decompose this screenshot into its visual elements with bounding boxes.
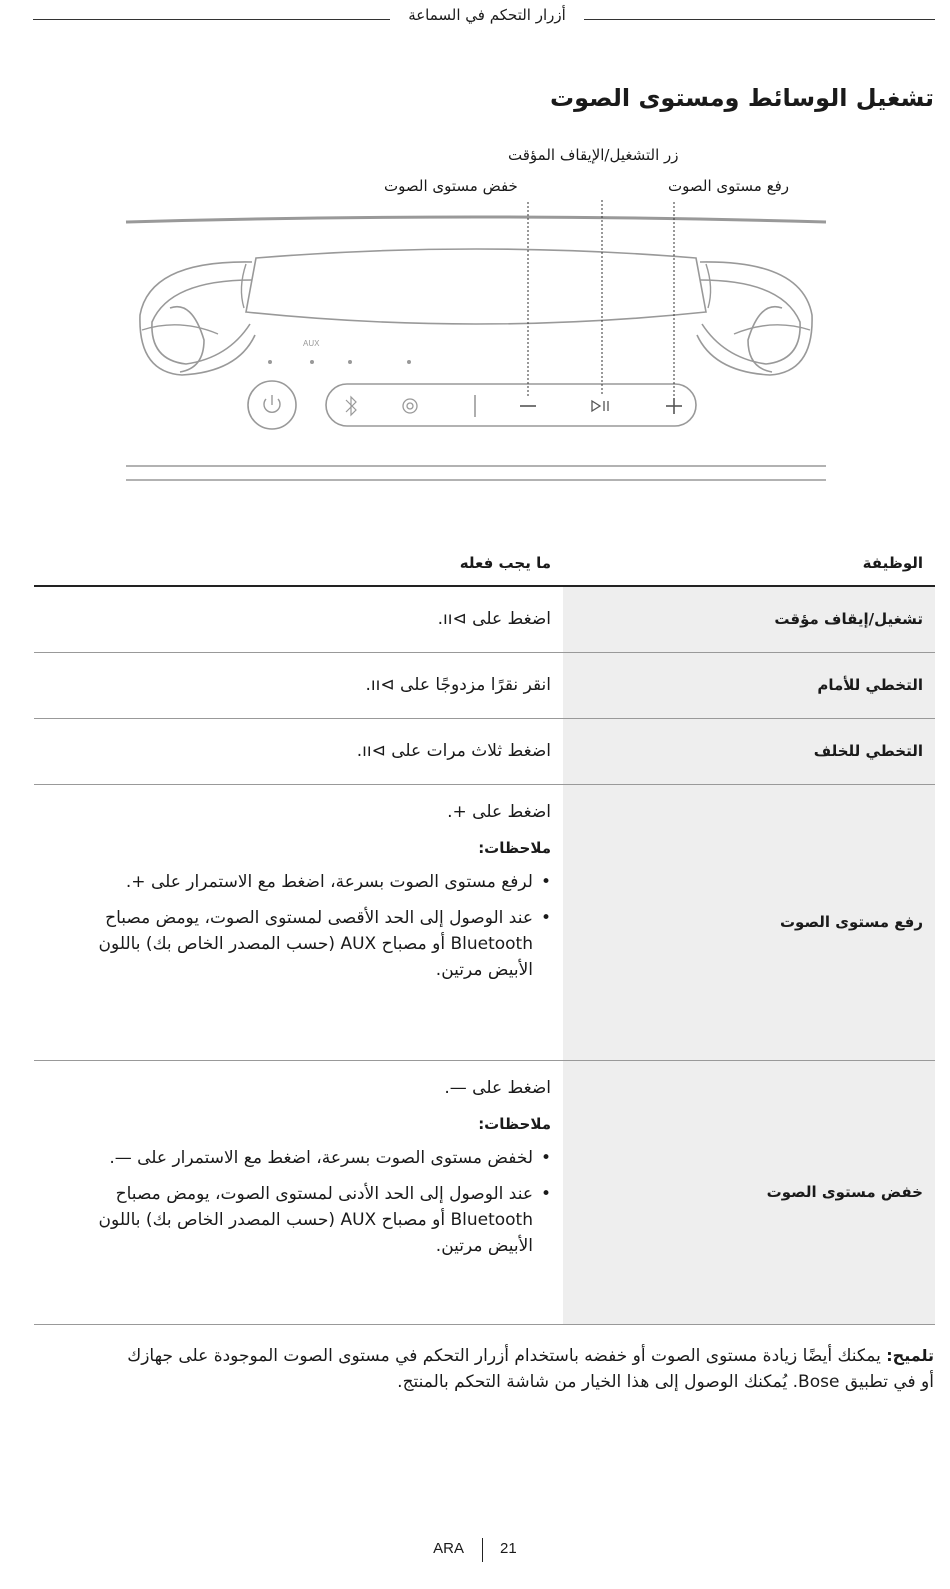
page-number: 21 <box>500 1540 517 1557</box>
notes-list <box>74 869 551 983</box>
function-cell: خفض مستوى الصوت <box>563 1060 935 1324</box>
table-row <box>34 652 935 718</box>
notes-list <box>74 1145 551 1259</box>
header-action: ما يجب فعله <box>34 541 563 586</box>
indicator-light-3 <box>348 360 352 364</box>
indicator-light-1 <box>268 360 272 364</box>
note-item: • لخفض مستوى الصوت بسرعة، اضغط مع الاستمرار على —. <box>74 1145 533 1171</box>
page-footer <box>0 1538 950 1568</box>
action-cell <box>34 784 563 1060</box>
header-rule-left <box>33 19 390 20</box>
controls-table <box>34 541 935 1325</box>
notes-label: ملاحظات: <box>478 1114 551 1133</box>
tip-paragraph <box>114 1343 934 1395</box>
speaker-illustration <box>120 200 832 490</box>
action-cell <box>34 586 563 652</box>
callout-play-pause: زر التشغيل/الإيقاف المؤقت <box>508 146 679 164</box>
table-row <box>34 718 935 784</box>
header-rule-right <box>584 19 935 20</box>
footer-language: ARA <box>433 1540 464 1557</box>
action-cell <box>34 652 563 718</box>
function-cell: التخطي للخلف <box>563 718 935 784</box>
action-text: انقر نقرًا مزدوجًا على ⊳ıı. <box>365 675 551 695</box>
indicator-light-4 <box>407 360 411 364</box>
table-row <box>34 784 935 1060</box>
notes-label: ملاحظات: <box>478 838 551 857</box>
callout-volume-down: خفض مستوى الصوت <box>384 177 518 195</box>
action-cell <box>34 1060 563 1324</box>
action-text: اضغط على ⊳ıı. <box>437 609 551 630</box>
table-row <box>34 586 935 652</box>
control-panel <box>326 384 696 426</box>
tip-label: تلميح: <box>886 1346 934 1365</box>
note-item: • عند الوصول إلى الحد الأدنى لمستوى الصوت، يومض مصباح Bluetooth أو مصباح AUX (حسب المصدر الخاص بك) باللون الأبيض مرتين. <box>74 1181 533 1259</box>
action-text: اضغط ثلاث مرات على ⊳ıı. <box>356 741 551 761</box>
footer-separator <box>482 1538 483 1562</box>
aux-label: AUX <box>303 339 320 348</box>
action-text: اضغط على +. <box>447 801 551 822</box>
note-item: • عند الوصول إلى الحد الأقصى لمستوى الصوت، يومض مصباح Bluetooth أو مصباح AUX (حسب المصدر الخاص بك) باللون الأبيض مرتين. <box>74 905 533 983</box>
note-item: • لرفع مستوى الصوت بسرعة، اضغط مع الاستمرار على +. <box>74 869 533 895</box>
section-title: تشغيل الوسائط ومستوى الصوت <box>550 84 934 112</box>
tip-text: يمكنك أيضًا زيادة مستوى الصوت أو خفضه باستخدام أزرار التحكم في مستوى الصوت الموجودة على جهازك أو في تطبيق Bose. يُمكنك الوصول إلى هذا الخيار من شاشة التحكم بالمنتج. <box>127 1346 934 1392</box>
table-header-row <box>34 541 935 586</box>
function-cell: رفع مستوى الصوت <box>563 784 935 1060</box>
indicator-light-2 <box>310 360 314 364</box>
header-function: الوظيفة <box>563 541 935 586</box>
action-cell <box>34 718 563 784</box>
table-row <box>34 1060 935 1324</box>
power-button[interactable] <box>248 381 296 429</box>
action-text: اضغط على —. <box>444 1077 551 1098</box>
callout-volume-up: رفع مستوى الصوت <box>668 177 789 195</box>
function-cell: التخطي للأمام <box>563 652 935 718</box>
function-cell: تشغيل/إيقاف مؤقت <box>563 586 935 652</box>
running-head-text: أزرار التحكم في السماعة <box>408 6 566 24</box>
